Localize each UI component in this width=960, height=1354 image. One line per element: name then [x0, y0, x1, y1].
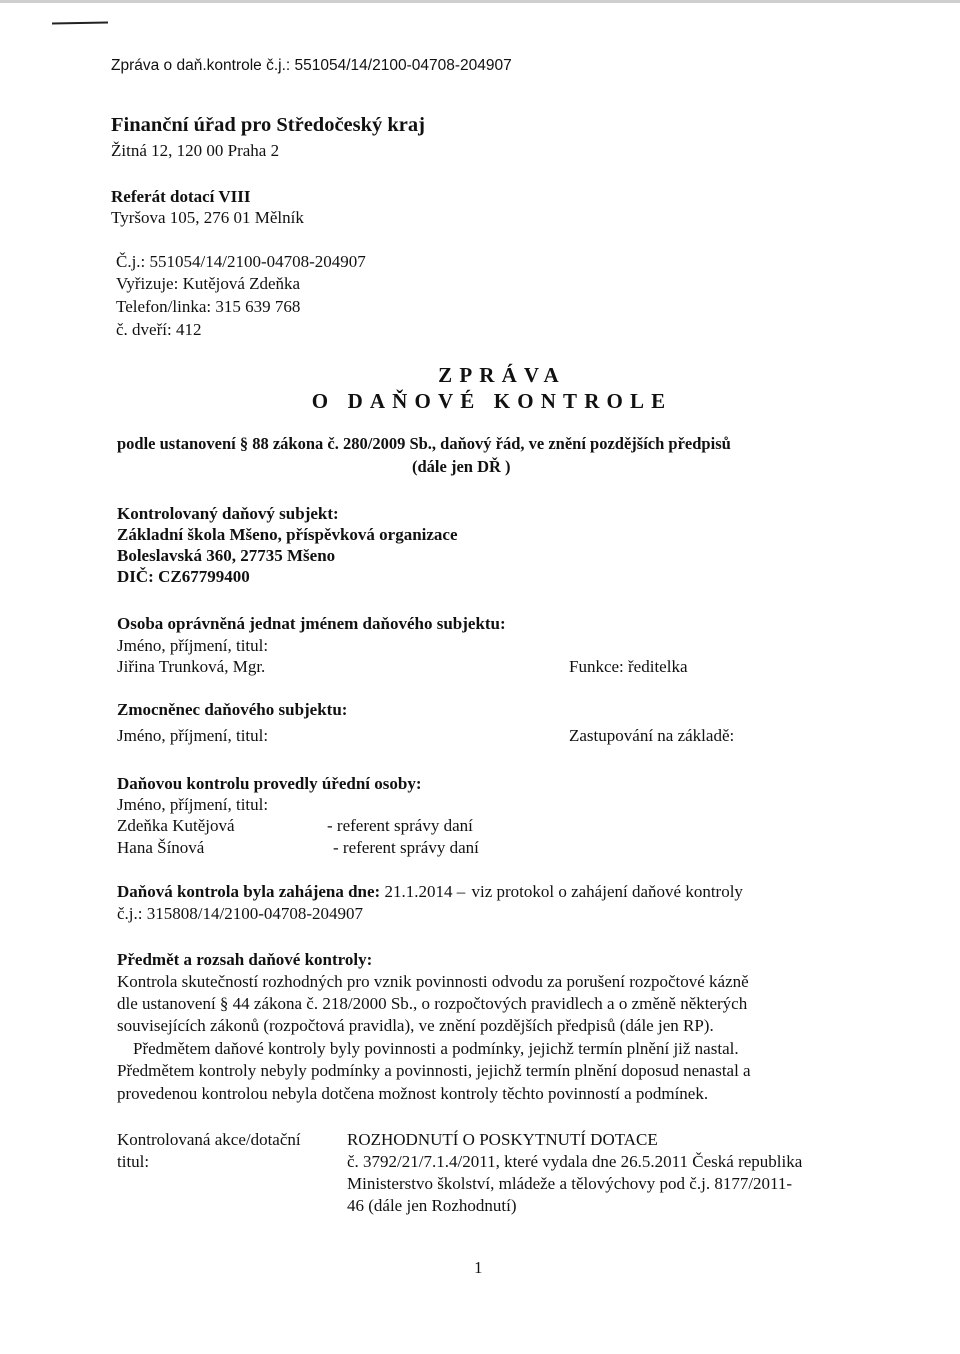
proxy-basis: Zastupování na základě:: [569, 726, 735, 745]
handler: Vyřizuje: Kutějová Zdeňka: [116, 274, 301, 293]
action-line: Ministerstvo školství, mládeže a tělovýchovy pod č.j. 8177/2011-: [347, 1174, 793, 1193]
proxy-heading: Zmocněnec daňového subjektu:: [117, 700, 348, 719]
start-note: viz protokol o zahájení daňové kontroly: [471, 882, 743, 901]
action-line: č. 3792/21/7.1.4/2011, které vydala dne 26.5.2011 Česká republika: [347, 1152, 803, 1171]
action-label-cont: titul:: [117, 1152, 150, 1171]
subject-dic: DIČ: CZ67799400: [117, 567, 250, 586]
office-name: Finanční úřad pro Středočeský kraj: [111, 114, 425, 136]
subject-name: Základní škola Mšeno, příspěvková organizace: [117, 525, 458, 544]
department-name: Referát dotací VIII: [111, 187, 251, 206]
door-number: č. dveří: 412: [116, 320, 202, 339]
scope-line: Kontrola skutečností rozhodných pro vznik povinnosti odvodu za porušení rozpočtové kázně: [117, 972, 749, 991]
subject-address: Boleslavská 360, 27735 Mšeno: [117, 546, 336, 565]
scope-line: provedenou kontrolou nebyla dotčena možnost kontroly těchto povinností a podmínek.: [117, 1084, 709, 1103]
officials-heading: Daňovou kontrolu provedly úřední osoby:: [117, 774, 422, 793]
official-name: Hana Šínová: [117, 838, 205, 857]
subject-heading: Kontrolovaný daňový subjekt:: [117, 504, 339, 523]
authorized-function: Funkce: ředitelka: [569, 657, 688, 676]
scope-line: Předmětem daňové kontroly byly povinnosti a podmínky, jejichž termín plnění již nastal.: [133, 1039, 739, 1058]
officials-label: Jméno, příjmení, titul:: [117, 795, 269, 814]
start-date: 21.1.2014 –: [384, 882, 466, 901]
authorized-name: Jiřina Trunková, Mgr.: [117, 657, 266, 676]
office-address: Žitná 12, 120 00 Praha 2: [111, 141, 280, 160]
scan-edge: [0, 0, 960, 3]
start-protocol-number: č.j.: 315808/14/2100-04708-204907: [117, 904, 364, 923]
start-label: Daňová kontrola byla zahájena dne:: [117, 882, 381, 901]
authorized-heading: Osoba oprávněná jednat jménem daňového subjektu:: [117, 614, 506, 633]
scope-heading: Předmět a rozsah daňové kontroly:: [117, 950, 373, 969]
scope-line: Předmětem kontroly nebyly podmínky a povinnosti, jejichž termín plnění doposud nenastal a: [117, 1061, 751, 1080]
official-role: - referent správy daní: [327, 816, 473, 835]
report-title: ZPRÁVA: [438, 363, 566, 387]
proxy-label: Jméno, příjmení, titul:: [117, 726, 269, 745]
pen-mark: [52, 22, 108, 25]
phone: Telefon/linka: 315 639 768: [116, 297, 301, 316]
department-address: Tyršova 105, 276 01 Mělník: [111, 208, 304, 227]
case-number: Č.j.: 551054/14/2100-04708-204907: [116, 252, 366, 271]
action-line: 46 (dále jen Rozhodnutí): [347, 1196, 517, 1215]
authorized-label: Jméno, příjmení, titul:: [117, 636, 269, 655]
scope-line: dle ustanovení § 44 zákona č. 218/2000 Sb., o rozpočtových pravidlech a o změně některých: [117, 994, 748, 1013]
official-role: - referent správy daní: [333, 838, 479, 857]
action-line: ROZHODNUTÍ O POSKYTNUTÍ DOTACE: [347, 1130, 658, 1149]
scope-line: souvisejících zákonů (rozpočtová pravidla), ve znění pozdějších předpisů (dále jen RP).: [117, 1016, 714, 1035]
official-name: Zdeňka Kutějová: [117, 816, 235, 835]
legal-basis: podle ustanovení § 88 zákona č. 280/2009 Sb., daňový řád, ve znění pozdějších předpisů: [117, 434, 731, 453]
start-line: [117, 882, 743, 902]
report-reference-line: Zpráva o daň.kontrole č.j.: 551054/14/2100-04708-204907: [111, 57, 512, 74]
report-subtitle: O DAŇOVÉ KONTROLE: [311, 389, 673, 413]
page-number: 1: [474, 1258, 483, 1277]
abbreviation-note: (dále jen DŘ ): [412, 457, 511, 476]
action-label: Kontrolovaná akce/dotační: [117, 1130, 301, 1149]
